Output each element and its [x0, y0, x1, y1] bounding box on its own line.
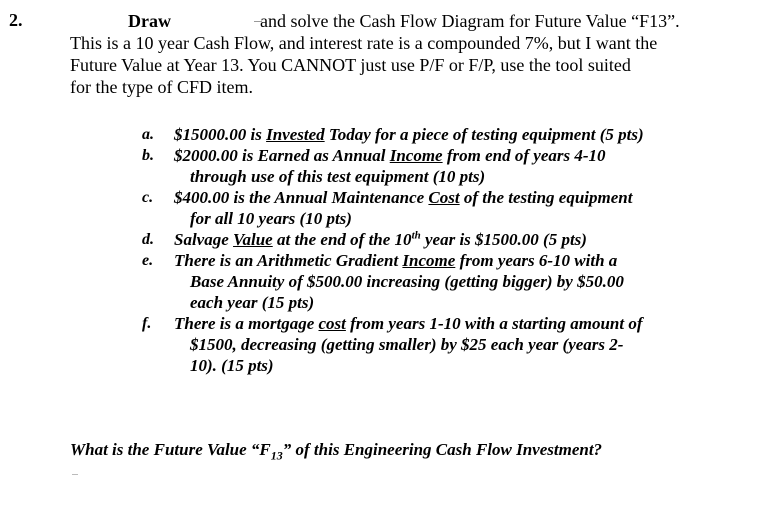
- underlined-term: Cost: [428, 188, 460, 207]
- underlined-term: Income: [402, 251, 456, 270]
- draw-word: Draw: [128, 11, 171, 31]
- item-letter: b.: [142, 147, 154, 164]
- item-f: f. There is a mortgage cost from years 1-10 with a starting amount of $1500, decreasing (getting smaller) by $25 each year (years 2- 10). (15 pts): [142, 314, 643, 375]
- intro-line-2: This is a 10 year Cash Flow, and interest rate is a compounded 7%, but I want the: [70, 33, 658, 53]
- item-e: e. There is an Arithmetic Gradient Income from years 6-10 with a Base Annuity of $500.00 increasing (getting bigger) by $50.00 each year (15 pts): [142, 251, 624, 312]
- underlined-term: Value: [233, 230, 273, 249]
- underlined-term: cost: [318, 314, 346, 333]
- intro-line-4: for the type of CFD item.: [70, 77, 253, 97]
- problem-intro: [70, 10, 740, 98]
- item-letter: f.: [142, 315, 152, 332]
- faint-mark: [72, 474, 78, 475]
- item-a: a. $15000.00 is Invested Today for a piece of testing equipment (5 pts): [142, 125, 644, 144]
- final-question: What is the Future Value “$F_{13}$” of this Engineering Cash Flow Investment?: [70, 440, 603, 463]
- item-letter: a.: [142, 126, 154, 143]
- intro-line-1: [70, 10, 740, 32]
- item-d: d. Salvage Value at the end of the 10th year is $1500.00 (5 pts): [142, 229, 587, 249]
- item-letter: d.: [142, 231, 154, 248]
- item-letter: e.: [142, 252, 154, 269]
- underlined-term: Income: [389, 146, 443, 165]
- cash-flow-items-list: [142, 124, 742, 376]
- intro-line-1-text: and solve the Cash Flow Diagram for Future Value “F13”.: [260, 11, 680, 31]
- question-number: 2.: [9, 10, 23, 30]
- item-c: c. $400.00 is the Annual Maintenance Cost of the testing equipment for all 10 years (10 pts): [142, 188, 633, 228]
- underlined-term: Invested: [266, 125, 325, 144]
- item-letter: c.: [142, 189, 154, 206]
- intro-line-3: Future Value at Year 13. You CANNOT just use P/F or F/P, use the tool suited: [70, 55, 631, 75]
- item-b: b. $2000.00 is Earned as Annual Income from end of years 4-10 through use of this test equipment (10 pts): [142, 146, 606, 186]
